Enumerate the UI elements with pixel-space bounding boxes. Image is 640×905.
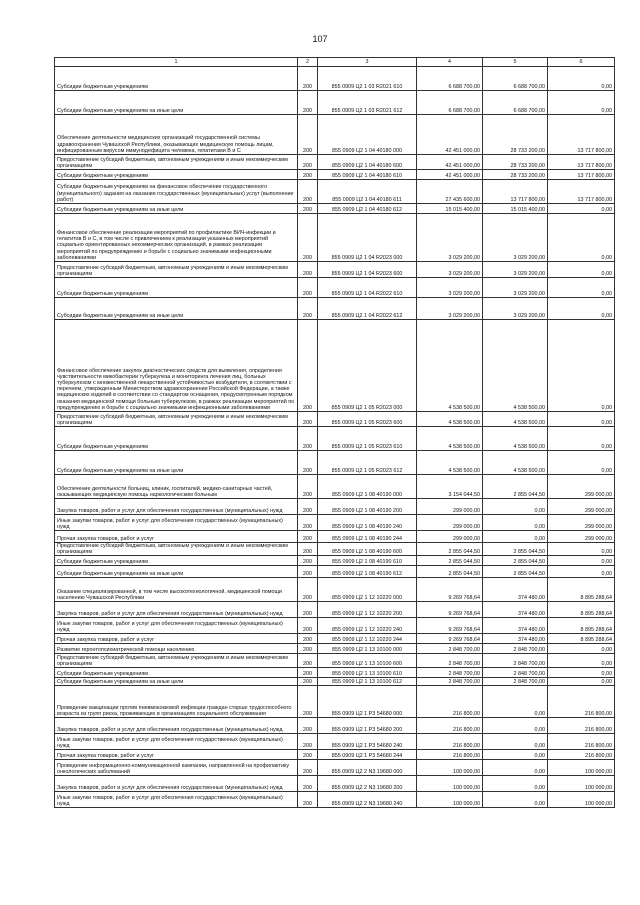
row-amount-total: 4 538 500,00 [417,320,483,412]
row-amount-3: 100 000,00 [548,792,615,808]
row-vr-cell: 200 [298,734,318,750]
header-cell: 5 [483,58,548,67]
row-name-cell: Субсидии бюджетным учреждениям [55,668,298,678]
row-code-cell: 855 0909 Ц2 1 08 40190 244 [318,531,417,543]
row-code-cell: 855 0909 Ц2 1 08 40190 612 [318,566,417,578]
row-code-cell: 855 0909 Ц2 1 12 10220 000 [318,578,417,602]
table-row [55,515,615,531]
row-amount-3: 0,00 [548,262,615,278]
row-vr-cell: 200 [298,298,318,320]
row-name-cell: Предоставление субсидий бюджетным, автономным учреждениям и иным некоммерческим организациям [55,155,298,170]
row-vr-cell: 200 [298,618,318,634]
row-amount-total: 2 848 700,00 [417,644,483,654]
row-name-cell: Финансовое обеспечение закупок диагностических средств для выявления, определения чувствительности микобактерии туберкулеза и мониторинга лечения лиц, больных туберкулезом с множественной лекарственной устойчивостью возбудителя, в соответствии с перечнем, утвержденным Министерством здравоохранения Российской Федерации, а также медицинских изделий в соответствии со стандартом оснащения, предусмотренным порядком оказания медицинской помощи больным туберкулезом, в рамках реализации мероприятий по предупреждению и борьбе с социально значимыми инфекционными заболеваниями [55,320,298,412]
row-code-cell: 855 0909 Ц2 1 13 10100 612 [318,678,417,686]
row-amount-total: 9 269 768,64 [417,618,483,634]
row-amount-total: 3 029 200,00 [417,298,483,320]
table-row [55,262,615,278]
row-vr-cell: 200 [298,67,318,91]
table-row [55,750,615,760]
header-cell: 1 [55,58,298,67]
table-row [55,634,615,644]
table-row [55,155,615,170]
row-vr-cell: 200 [298,644,318,654]
row-code-cell: 855 0909 Ц2 1 13 10100 600 [318,654,417,668]
row-vr-cell: 200 [298,678,318,686]
row-amount-3: 216 800,00 [548,750,615,760]
row-amount-3: 0,00 [548,412,615,427]
row-code-cell: 855 0909 Ц2 1 12 10220 244 [318,634,417,644]
row-name-cell: Субсидии бюджетным учреждениям [55,67,298,91]
row-vr-cell: 200 [298,515,318,531]
row-amount-3: 0,00 [548,566,615,578]
row-amount-3: 8 895 288,64 [548,602,615,618]
table-row [55,678,615,686]
row-amount-total: 3 029 200,00 [417,278,483,298]
row-amount-3: 216 800,00 [548,718,615,734]
row-amount-3: 299 000,00 [548,499,615,515]
row-name-cell: Закупка товаров, работ и услуг для обеспечения государственных (муниципальных) нужд [55,602,298,618]
row-vr-cell: 200 [298,170,318,180]
row-amount-2: 0,00 [483,686,548,718]
row-name-cell: Субсидии бюджетным учреждениям [55,556,298,566]
row-name-cell: Закупка товаров, работ и услуг для обеспечения государственных (муниципальных) нужд [55,718,298,734]
row-code-cell: 855 0909 Ц2 2 N3 19680 200 [318,776,417,792]
row-amount-3: 0,00 [548,556,615,566]
row-amount-2: 3 029 200,00 [483,298,548,320]
row-amount-total: 6 688 700,00 [417,67,483,91]
row-amount-2: 0,00 [483,792,548,808]
table-row [55,170,615,180]
row-amount-2: 4 538 500,00 [483,427,548,451]
row-name-cell: Субсидии бюджетным учреждениям [55,278,298,298]
row-vr-cell: 200 [298,475,318,499]
table-row [55,214,615,262]
row-amount-2: 6 688 700,00 [483,91,548,115]
table-header-row [55,58,615,67]
row-amount-2: 4 538 500,00 [483,451,548,475]
row-amount-3: 8 895 288,64 [548,618,615,634]
table-row [55,686,615,718]
row-amount-2: 0,00 [483,776,548,792]
row-amount-total: 9 269 768,64 [417,634,483,644]
table-row [55,578,615,602]
row-code-cell: 855 0909 Ц2 1 04 R2023 600 [318,262,417,278]
table-row [55,180,615,204]
row-name-cell: Субсидии бюджетным учреждениям на иные цели [55,678,298,686]
row-amount-2: 3 029 200,00 [483,262,548,278]
table-row [55,91,615,115]
row-amount-3: 0,00 [548,91,615,115]
row-amount-3: 0,00 [548,298,615,320]
row-vr-cell: 200 [298,91,318,115]
row-amount-3: 13 717 800,00 [548,115,615,155]
row-code-cell: 855 0909 Ц2 1 04 R2022 610 [318,278,417,298]
row-amount-3: 0,00 [548,678,615,686]
row-amount-3: 8 895 288,64 [548,578,615,602]
row-name-cell: Субсидии бюджетным учреждениям на иные цели [55,566,298,578]
row-code-cell: 855 0909 Ц2 1 05 R2023 000 [318,320,417,412]
row-amount-2: 4 538 500,00 [483,412,548,427]
header-cell: 4 [417,58,483,67]
row-name-cell: Субсидии бюджетным учреждениям на иные цели [55,298,298,320]
row-amount-2: 2 848 700,00 [483,654,548,668]
row-code-cell: 855 0909 Ц2 1 04 40180 610 [318,170,417,180]
row-amount-2: 2 848 700,00 [483,644,548,654]
row-amount-total: 9 269 768,64 [417,602,483,618]
row-vr-cell: 200 [298,668,318,678]
row-amount-2: 28 733 200,00 [483,115,548,155]
row-amount-3: 216 800,00 [548,734,615,750]
row-vr-cell: 200 [298,320,318,412]
row-amount-3: 216 800,00 [548,686,615,718]
row-name-cell: Иные закупки товаров, работ и услуг для обеспечения государственных (муниципальных) нужд [55,618,298,634]
row-name-cell: Иные закупки товаров, работ и услуг для обеспечения государственных (муниципальных) нужд [55,792,298,808]
row-vr-cell: 200 [298,214,318,262]
page-number: 107 [312,34,328,44]
row-amount-2: 374 480,00 [483,602,548,618]
row-amount-2: 0,00 [483,531,548,543]
row-amount-total: 2 848 700,00 [417,668,483,678]
row-code-cell: 855 0909 Ц2 1 08 40190 610 [318,556,417,566]
row-vr-cell: 200 [298,115,318,155]
row-amount-3: 0,00 [548,668,615,678]
row-amount-total: 15 015 400,00 [417,204,483,214]
table-row [55,278,615,298]
row-name-cell: Оказание специализированной, в том числе высокотехнологичной, медицинской помощи населению Чувашской Республики [55,578,298,602]
row-code-cell: 855 0909 Ц2 1 Р3 54680 240 [318,734,417,750]
row-vr-cell: 200 [298,750,318,760]
row-vr-cell: 200 [298,204,318,214]
table-row [55,531,615,543]
row-name-cell: Иные закупки товаров, работ и услуг для обеспечения государственных (муниципальных) нужд [55,734,298,750]
row-vr-cell: 200 [298,792,318,808]
row-vr-cell: 200 [298,578,318,602]
row-amount-total: 100 000,00 [417,776,483,792]
row-amount-total: 42 451 000,00 [417,155,483,170]
header-cell: 3 [318,58,417,67]
row-amount-3: 0,00 [548,67,615,91]
row-code-cell: 855 0909 Ц2 1 08 40190 240 [318,515,417,531]
row-amount-3: 8 895 288,64 [548,634,615,644]
row-vr-cell: 200 [298,180,318,204]
row-name-cell: Субсидии бюджетным учреждениям на иные цели [55,91,298,115]
row-amount-2: 13 717 800,00 [483,180,548,204]
row-code-cell: 855 0909 Ц2 1 03 R2021 610 [318,67,417,91]
row-amount-total: 299 000,00 [417,515,483,531]
row-amount-2: 2 848 700,00 [483,678,548,686]
row-amount-total: 3 029 200,00 [417,262,483,278]
row-code-cell: 855 0909 Ц2 2 N3 19680 000 [318,760,417,776]
row-vr-cell: 200 [298,686,318,718]
row-code-cell: 855 0909 Ц2 1 08 40190 000 [318,475,417,499]
table-row [55,320,615,412]
table-row [55,734,615,750]
row-name-cell: Закупка товаров, работ и услуг для обеспечения государственных (муниципальных) нужд [55,499,298,515]
header-cell: 6 [548,58,615,67]
row-name-cell: Прочая закупка товаров, работ и услуг [55,531,298,543]
row-name-cell: Финансовое обеспечение реализации мероприятий по профилактике ВИЧ-инфекции и гепатитов В и С, в том числе с привлечением к реализации указанных мероприятий социально ориентированных некоммерческих организаций, в рамках реализации мероприятий по предупреждению и борьбе с социально значимыми инфекционными заболеваниями [55,214,298,262]
row-vr-cell: 200 [298,556,318,566]
row-code-cell: 855 0909 Ц2 1 05 R2023 610 [318,427,417,451]
row-name-cell: Проведение вакцинации против пневмококковой инфекции граждан старше трудоспособного возраста из групп риска, проживающих в организациях социального обслуживания [55,686,298,718]
row-amount-3: 0,00 [548,204,615,214]
row-amount-2: 374 480,00 [483,634,548,644]
row-amount-3: 13 717 800,00 [548,180,615,204]
row-code-cell: 855 0909 Ц2 1 Р3 54680 000 [318,686,417,718]
row-amount-2: 3 029 200,00 [483,214,548,262]
table-row [55,618,615,634]
row-amount-total: 2 855 044,50 [417,543,483,556]
row-vr-cell: 200 [298,776,318,792]
row-vr-cell: 200 [298,531,318,543]
row-amount-total: 3 029 200,00 [417,214,483,262]
row-amount-total: 42 451 000,00 [417,170,483,180]
row-amount-total: 216 800,00 [417,734,483,750]
budget-table [54,57,615,808]
row-amount-2: 0,00 [483,515,548,531]
row-vr-cell: 200 [298,499,318,515]
row-amount-2: 0,00 [483,734,548,750]
row-name-cell: Субсидии бюджетным учреждениям на финансовое обеспечение государственного (муниципального) задания на оказание государственных (муниципальных) услуг (выполнение работ) [55,180,298,204]
row-amount-total: 2 855 044,50 [417,566,483,578]
table-row [55,427,615,451]
row-amount-3: 100 000,00 [548,776,615,792]
row-amount-3: 0,00 [548,320,615,412]
row-amount-3: 100 000,00 [548,760,615,776]
row-name-cell: Закупка товаров, работ и услуг для обеспечения государственных (муниципальных) нужд [55,776,298,792]
row-amount-total: 4 538 500,00 [417,412,483,427]
row-name-cell: Субсидии бюджетным учреждениям на иные цели [55,204,298,214]
row-name-cell: Предоставление субсидий бюджетным, автономным учреждениям и иным некоммерческим организациям [55,412,298,427]
row-vr-cell: 200 [298,451,318,475]
row-name-cell: Субсидии бюджетным учреждениям на иные цели [55,451,298,475]
row-name-cell: Прочая закупка товаров, работ и услуг [55,750,298,760]
row-code-cell: 855 0909 Ц2 1 Р3 54680 244 [318,750,417,760]
row-code-cell: 855 0909 Ц2 1 Р3 54680 200 [318,718,417,734]
row-amount-total: 100 000,00 [417,792,483,808]
row-vr-cell: 200 [298,278,318,298]
row-amount-3: 0,00 [548,543,615,556]
table-row [55,298,615,320]
row-code-cell: 855 0909 Ц2 1 05 R2023 612 [318,451,417,475]
row-code-cell: 855 0909 Ц2 1 13 10100 610 [318,668,417,678]
row-amount-2: 2 855 044,50 [483,475,548,499]
row-amount-total: 299 000,00 [417,499,483,515]
row-amount-2: 374 480,00 [483,618,548,634]
row-code-cell: 855 0909 Ц2 1 12 10220 240 [318,618,417,634]
table-row [55,543,615,556]
row-amount-3: 0,00 [548,214,615,262]
row-amount-total: 2 848 700,00 [417,678,483,686]
row-vr-cell: 200 [298,543,318,556]
row-amount-total: 4 538 500,00 [417,451,483,475]
row-code-cell: 855 0909 Ц2 1 03 R2021 612 [318,91,417,115]
row-vr-cell: 200 [298,155,318,170]
row-amount-3: 299 000,00 [548,531,615,543]
row-amount-3: 299 000,00 [548,515,615,531]
row-amount-total: 2 848 700,00 [417,654,483,668]
row-vr-cell: 200 [298,654,318,668]
row-code-cell: 855 0909 Ц2 1 04 40180 600 [318,155,417,170]
table-row [55,412,615,427]
row-amount-2: 0,00 [483,760,548,776]
row-name-cell: Иные закупки товаров, работ и услуг для обеспечения государственных (муниципальных) нужд [55,515,298,531]
row-amount-total: 216 800,00 [417,750,483,760]
row-amount-3: 0,00 [548,427,615,451]
row-amount-total: 9 269 768,64 [417,578,483,602]
row-code-cell: 855 0909 Ц2 1 08 40190 200 [318,499,417,515]
row-amount-2: 4 538 500,00 [483,320,548,412]
row-amount-total: 216 800,00 [417,718,483,734]
row-amount-2: 3 029 200,00 [483,278,548,298]
row-name-cell: Предоставление субсидий бюджетным, автономным учреждениям и иным некоммерческим организациям [55,262,298,278]
table-row [55,654,615,668]
table-row [55,556,615,566]
row-vr-cell: 200 [298,262,318,278]
table-row [55,67,615,91]
header-cell: 2 [298,58,318,67]
row-code-cell: 855 0909 Ц2 1 04 R2023 000 [318,214,417,262]
table-row [55,566,615,578]
row-name-cell: Субсидии бюджетным учреждениям [55,427,298,451]
row-code-cell: 855 0909 Ц2 1 08 40190 600 [318,543,417,556]
row-amount-2: 0,00 [483,499,548,515]
row-code-cell: 855 0909 Ц2 1 04 R2022 612 [318,298,417,320]
row-amount-2: 15 015 400,00 [483,204,548,214]
table-row [55,644,615,654]
row-amount-2: 28 733 200,00 [483,155,548,170]
table-row [55,718,615,734]
row-amount-2: 2 855 044,50 [483,566,548,578]
table-row [55,475,615,499]
row-name-cell: Предоставление субсидий бюджетным, автономным учреждениям и иным некоммерческим организациям [55,543,298,556]
row-amount-total: 3 154 044,50 [417,475,483,499]
table-row [55,451,615,475]
row-name-cell: Прочая закупка товаров, работ и услуг [55,634,298,644]
row-code-cell: 855 0909 Ц2 1 04 40180 000 [318,115,417,155]
row-amount-total: 2 855 044,50 [417,556,483,566]
row-name-cell: Предоставление субсидий бюджетным, автономным учреждениям и иным некоммерческим организациям [55,654,298,668]
row-vr-cell: 200 [298,718,318,734]
table-row [55,602,615,618]
row-name-cell: Проведение информационно-коммуникационной кампании, направленной на профилактику онкологических заболеваний [55,760,298,776]
table-row [55,499,615,515]
row-amount-2: 0,00 [483,718,548,734]
row-code-cell: 855 0909 Ц2 1 13 10100 000 [318,644,417,654]
row-amount-total: 4 538 500,00 [417,427,483,451]
row-amount-3: 299 000,00 [548,475,615,499]
row-amount-total: 42 451 000,00 [417,115,483,155]
row-vr-cell: 200 [298,412,318,427]
row-amount-total: 299 000,00 [417,531,483,543]
row-name-cell: Обеспечение деятельности медицинских организаций государственной системы здравоохранения Чувашской Республики, оказывающих медицинскую помощь лицам, инфицированным вирусом иммунодефицита человека, гепатитами В и С [55,115,298,155]
row-name-cell: Развитие геронтопсихиатрической помощи населению [55,644,298,654]
table-row [55,760,615,776]
table-row [55,668,615,678]
row-vr-cell: 200 [298,634,318,644]
row-vr-cell: 200 [298,566,318,578]
row-code-cell: 855 0909 Ц2 1 04 40180 612 [318,204,417,214]
row-amount-total: 216 800,00 [417,686,483,718]
row-amount-2: 374 480,00 [483,578,548,602]
row-code-cell: 855 0909 Ц2 1 04 40180 611 [318,180,417,204]
row-amount-total: 100 000,00 [417,760,483,776]
table-row [55,204,615,214]
row-amount-2: 28 733 200,00 [483,170,548,180]
row-amount-3: 13 717 800,00 [548,155,615,170]
row-amount-3: 0,00 [548,278,615,298]
row-amount-2: 2 855 044,50 [483,543,548,556]
table-row [55,776,615,792]
row-vr-cell: 200 [298,760,318,776]
row-vr-cell: 200 [298,602,318,618]
row-amount-2: 2 855 044,50 [483,556,548,566]
row-amount-total: 27 435 600,00 [417,180,483,204]
row-code-cell: 855 0909 Ц2 1 05 R2023 600 [318,412,417,427]
row-amount-2: 6 688 700,00 [483,67,548,91]
row-name-cell: Субсидии бюджетным учреждениям [55,170,298,180]
row-amount-total: 6 688 700,00 [417,91,483,115]
row-amount-3: 0,00 [548,451,615,475]
row-code-cell: 855 0909 Ц2 1 12 10220 200 [318,602,417,618]
row-amount-3: 13 717 800,00 [548,170,615,180]
row-amount-3: 0,00 [548,654,615,668]
table-row [55,115,615,155]
row-code-cell: 855 0909 Ц2 2 N3 19680 240 [318,792,417,808]
table-row [55,792,615,808]
row-amount-3: 0,00 [548,644,615,654]
row-name-cell: Обеспечение деятельности больниц, клиник, госпиталей, медико-санитарных частей, оказывающих медицинскую помощь наркологическим больным [55,475,298,499]
row-amount-2: 2 848 700,00 [483,668,548,678]
row-vr-cell: 200 [298,427,318,451]
row-amount-2: 0,00 [483,750,548,760]
